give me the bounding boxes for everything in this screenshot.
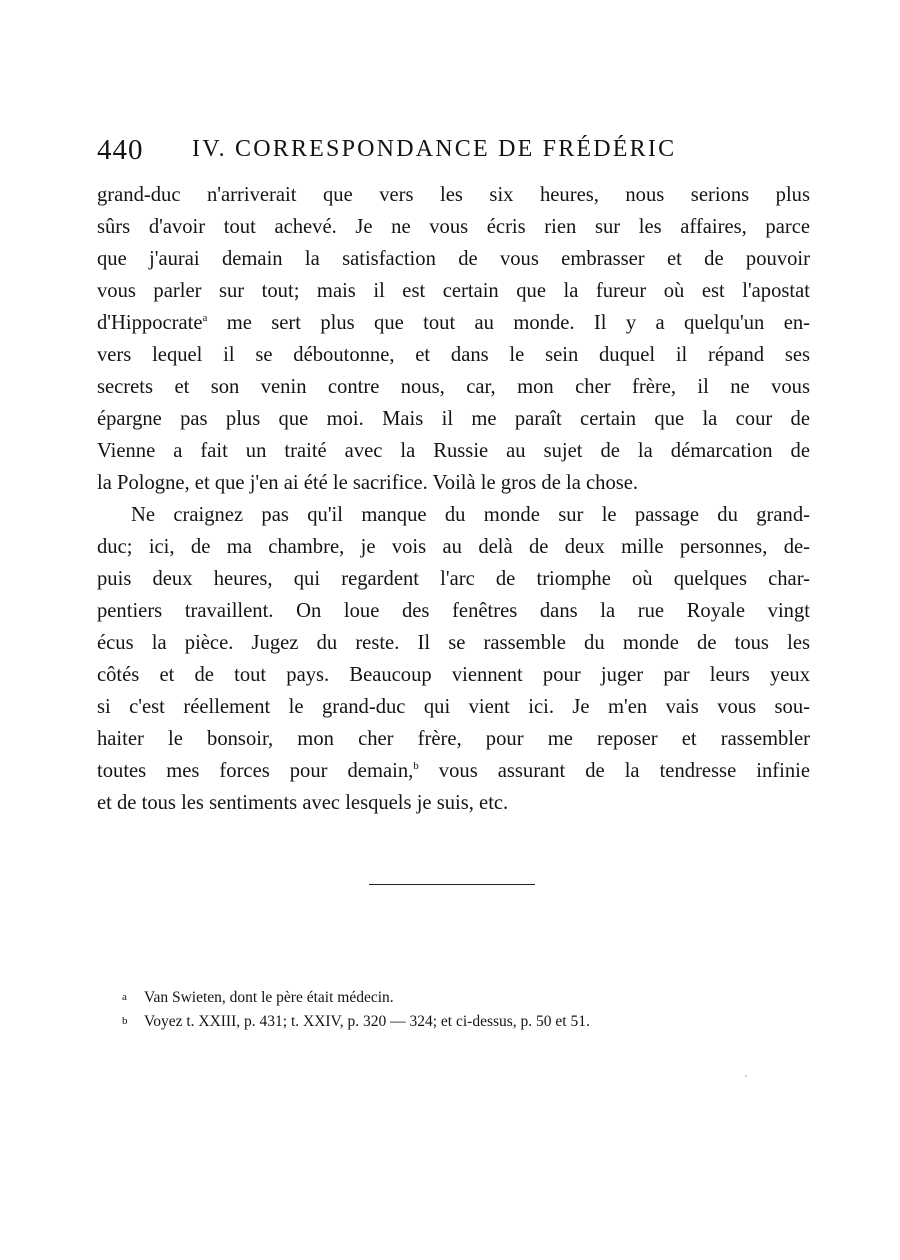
footnote-reference[interactable]: a: [202, 312, 208, 324]
text-line: et de tous les sentiments avec lesquels je suis, etc.: [97, 792, 509, 814]
text-line: [97, 755, 810, 787]
paragraph: [97, 179, 810, 499]
text-line: secrets et son venin contre nous, car, mon cher frère, il ne vous: [97, 376, 810, 398]
text-line: sûrs d'avoir tout achevé. Je ne vous écris rien sur les affaires, parce: [97, 216, 810, 238]
footnote-marker: b: [122, 1015, 128, 1027]
footnote: [122, 985, 742, 1009]
text-line: duc; ici, de ma chambre, je vois au delà de deux mille personnes, de-: [97, 536, 810, 558]
running-title: IV. CORRESPONDANCE DE FRÉDÉRIC: [192, 136, 677, 162]
text-line: Ne craignez pas qu'il manque du monde sur le passage du grand-: [131, 504, 810, 526]
text-segment: vous assurant de la tendresse infinie: [418, 760, 810, 782]
text-segment: me sert plus que tout au monde. Il y a quelqu'un en-: [207, 312, 810, 334]
footnote-reference[interactable]: b: [413, 760, 419, 772]
footnote-marker: a: [122, 991, 127, 1003]
footnote-text: Van Swieten, dont le père était médecin.: [144, 989, 394, 1006]
page-number: 440: [97, 134, 144, 166]
footnotes: [122, 985, 742, 1033]
text-line: côtés et de tout pays. Beaucoup viennent pour juger par leurs yeux: [97, 664, 810, 686]
text-line: haiter le bonsoir, mon cher frère, pour me reposer et rassembler: [97, 728, 810, 750]
section-divider: [369, 884, 535, 885]
text-line: [97, 307, 810, 339]
text-line: que j'aurai demain la satisfaction de vous embrasser et de pouvoir: [97, 248, 810, 270]
footnote: [122, 1009, 742, 1033]
text-segment: d'Hippocrate: [97, 312, 203, 334]
text-line: pentiers travaillent. On loue des fenêtres dans la rue Royale vingt: [97, 600, 810, 622]
text-segment: toutes mes forces pour demain,: [97, 760, 414, 782]
text-line: écus la pièce. Jugez du reste. Il se rassemble du monde de tous les: [97, 632, 810, 654]
body-text: [97, 179, 810, 819]
text-line: vous parler sur tout; mais il est certain que la fureur où est l'apostat: [97, 280, 810, 302]
page-header: [97, 134, 817, 170]
text-line: grand-duc n'arriverait que vers les six heures, nous serions plus: [97, 184, 810, 206]
text-line: épargne pas plus que moi. Mais il me paraît certain que la cour de: [97, 408, 810, 430]
text-line: si c'est réellement le grand-duc qui vient ici. Je m'en vais vous sou-: [97, 696, 810, 718]
footnote-text: Voyez t. XXIII, p. 431; t. XXIV, p. 320 — 324; et ci-dessus, p. 50 et 51.: [144, 1013, 590, 1030]
paper-speck: [745, 1075, 747, 1077]
text-line: puis deux heures, qui regardent l'arc de triomphe où quelques char-: [97, 568, 810, 590]
text-line: la Pologne, et que j'en ai été le sacrifice. Voilà le gros de la chose.: [97, 472, 639, 494]
text-line: Vienne a fait un traité avec la Russie au sujet de la démarcation de: [97, 440, 810, 462]
text-line: vers lequel il se déboutonne, et dans le sein duquel il répand ses: [97, 344, 810, 366]
paragraph: [97, 499, 810, 819]
